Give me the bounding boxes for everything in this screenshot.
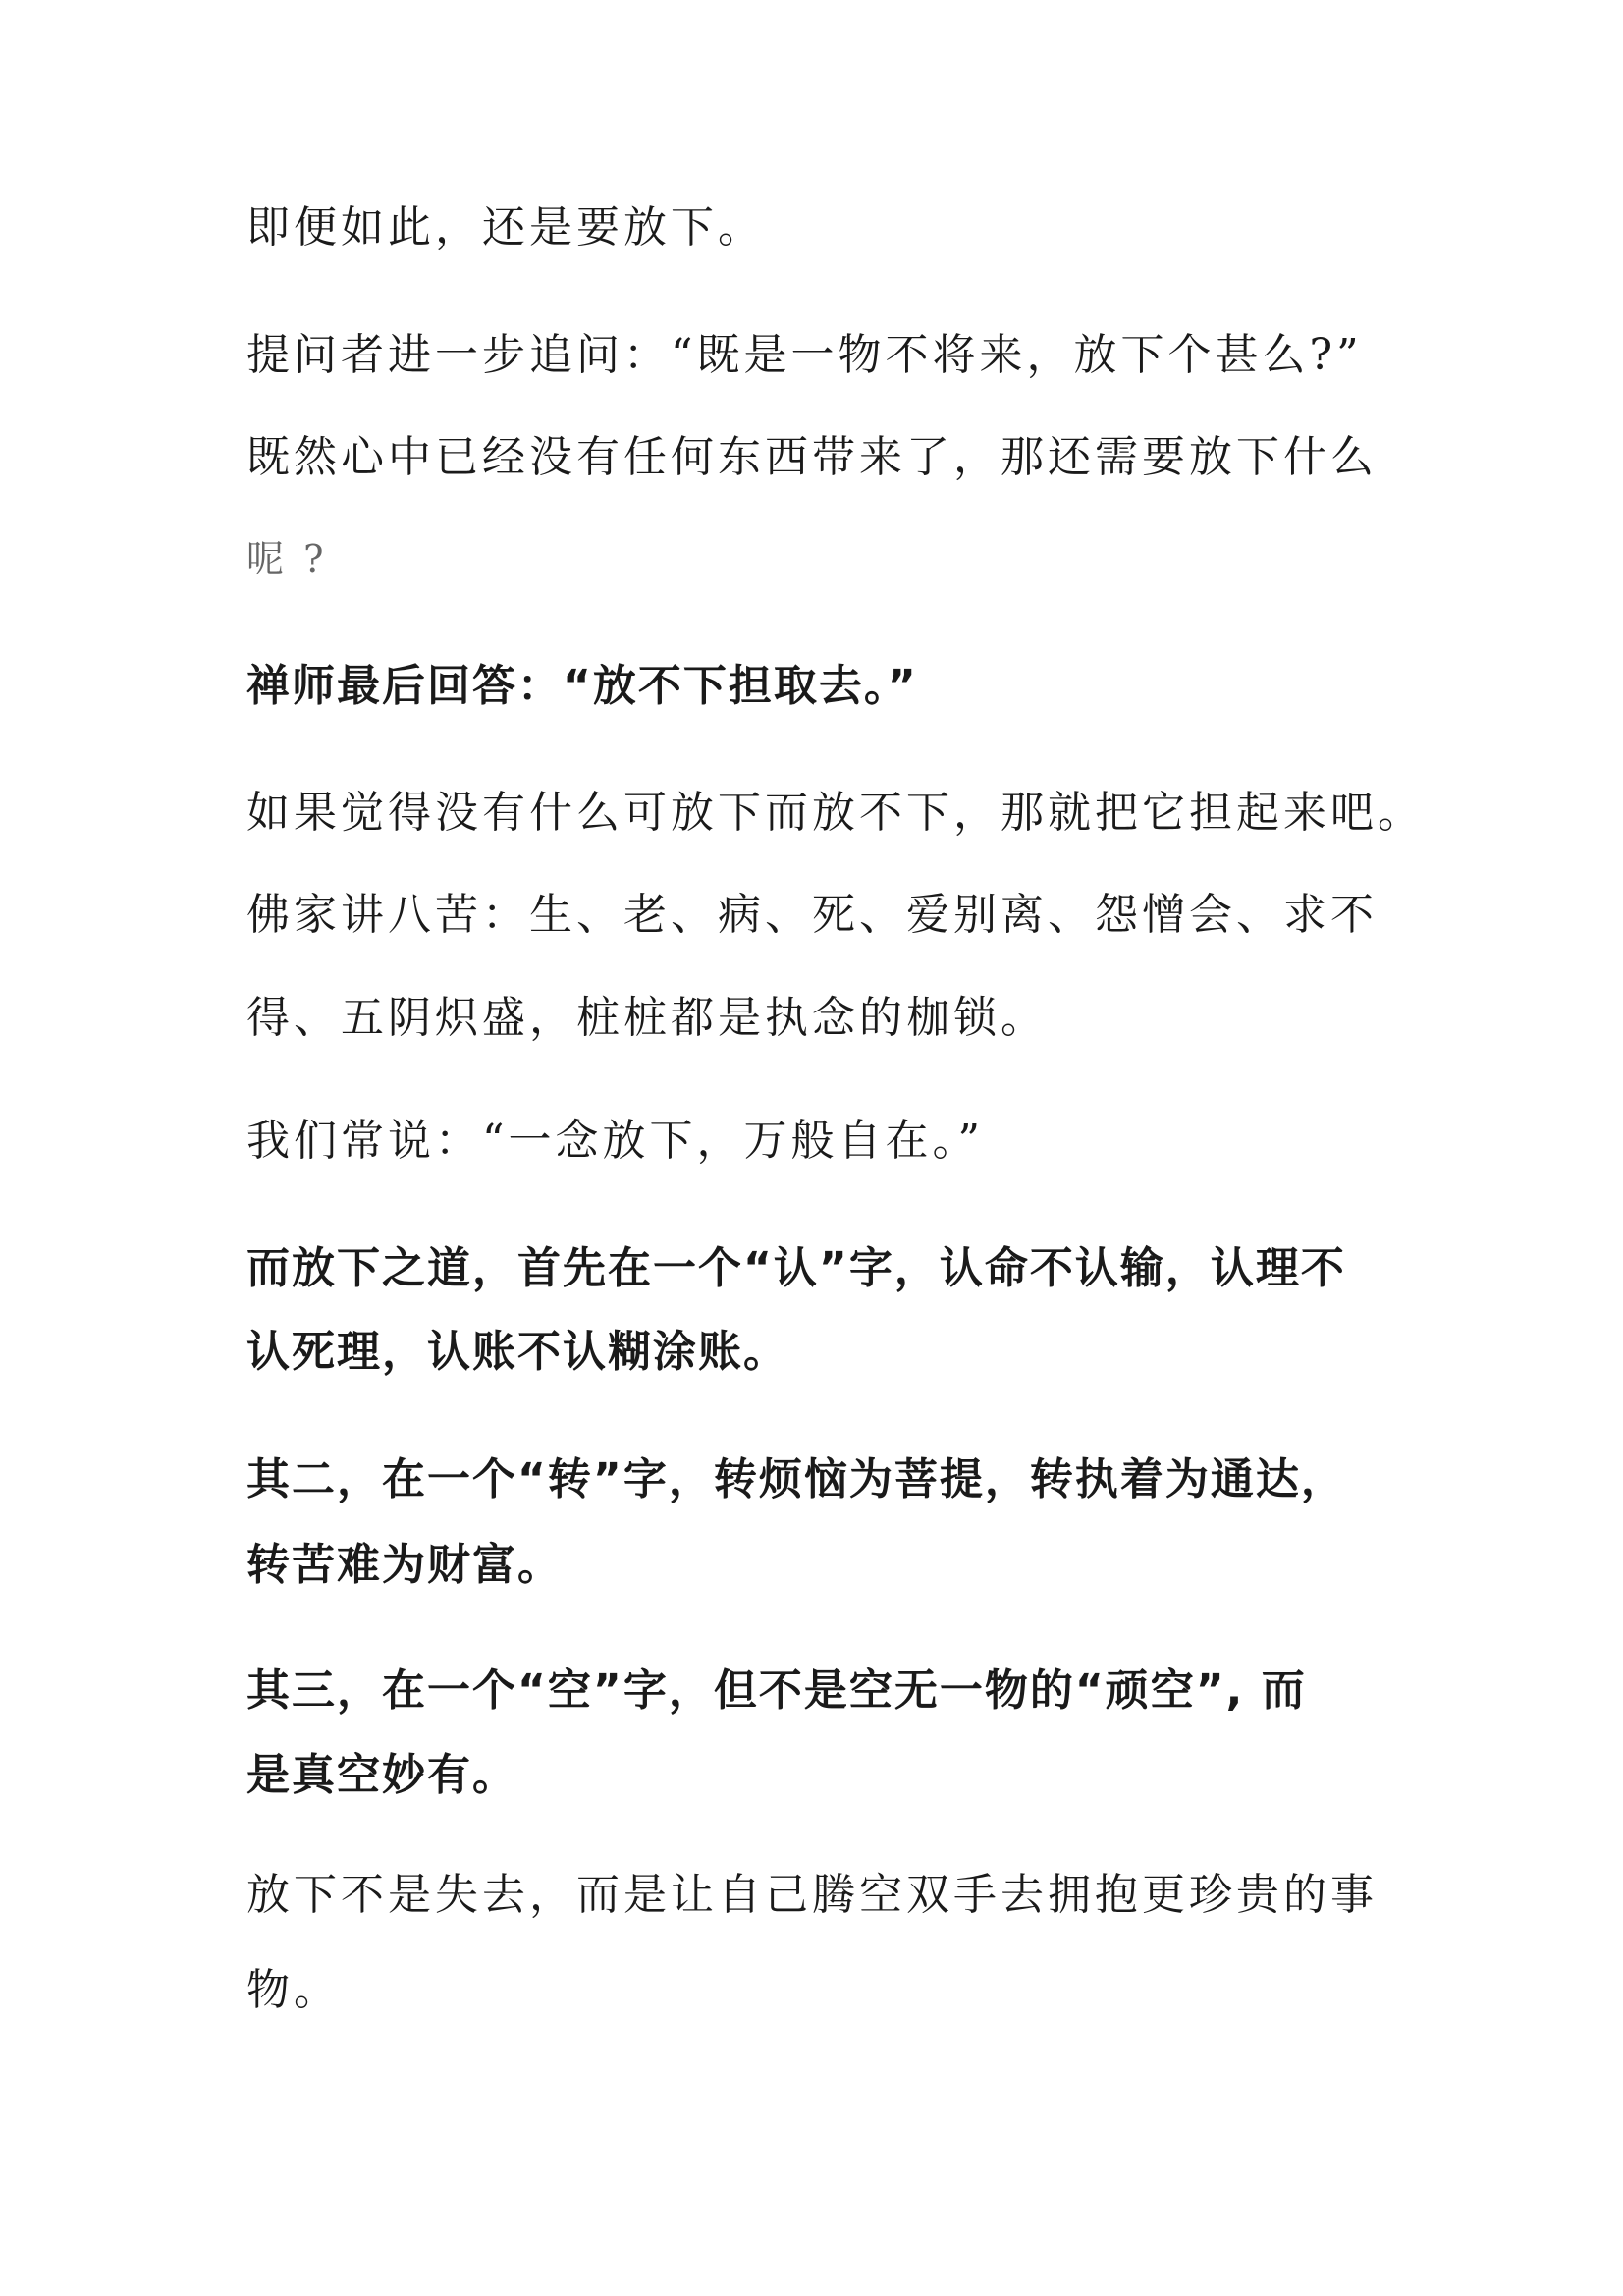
text-line: 即便如此，还是要放下。 <box>246 202 765 252</box>
text-line: 佛家讲八苦：生、老、病、死、爱别离、怨憎会、求不 <box>246 890 1378 940</box>
text-line: 物。 <box>246 1965 341 2015</box>
text-line: 得、五阴炽盛，桩桩都是执念的枷锁。 <box>246 993 1048 1043</box>
text-line: 呢 ? <box>246 537 328 580</box>
text-line: 放下不是失去，而是让自己腾空双手去拥抱更珍贵的事 <box>246 1870 1378 1920</box>
text-line: 是真空妙有。 <box>246 1750 517 1800</box>
text-line: 如果觉得没有什么可放下而放不下，那就把它担起来吧。 <box>246 788 1425 838</box>
text-line: 而放下之道，首先在一个“认”字，认命不认输，认理不 <box>246 1243 1346 1293</box>
text-line: 提问者进一步追问：“既是一物不将来，放下个甚么?” <box>246 330 1363 380</box>
text-line: 禅师最后回答：“放不下担取去。” <box>246 661 918 711</box>
text-line: 其三，在一个“空”字，但不是空无一物的“顽空”, 而 <box>246 1666 1307 1716</box>
text-line: 认死理，认账不认糊涂账。 <box>246 1327 788 1377</box>
text-line: 其二，在一个“转”字，转烦恼为菩提，转执着为通达， <box>246 1454 1346 1504</box>
text-line: 既然心中已经没有任何东西带来了，那还需要放下什么 <box>246 432 1378 482</box>
text-line: 我们常说：“一念放下，万般自在。” <box>246 1116 984 1166</box>
text-line: 转苦难为财富。 <box>246 1540 563 1590</box>
